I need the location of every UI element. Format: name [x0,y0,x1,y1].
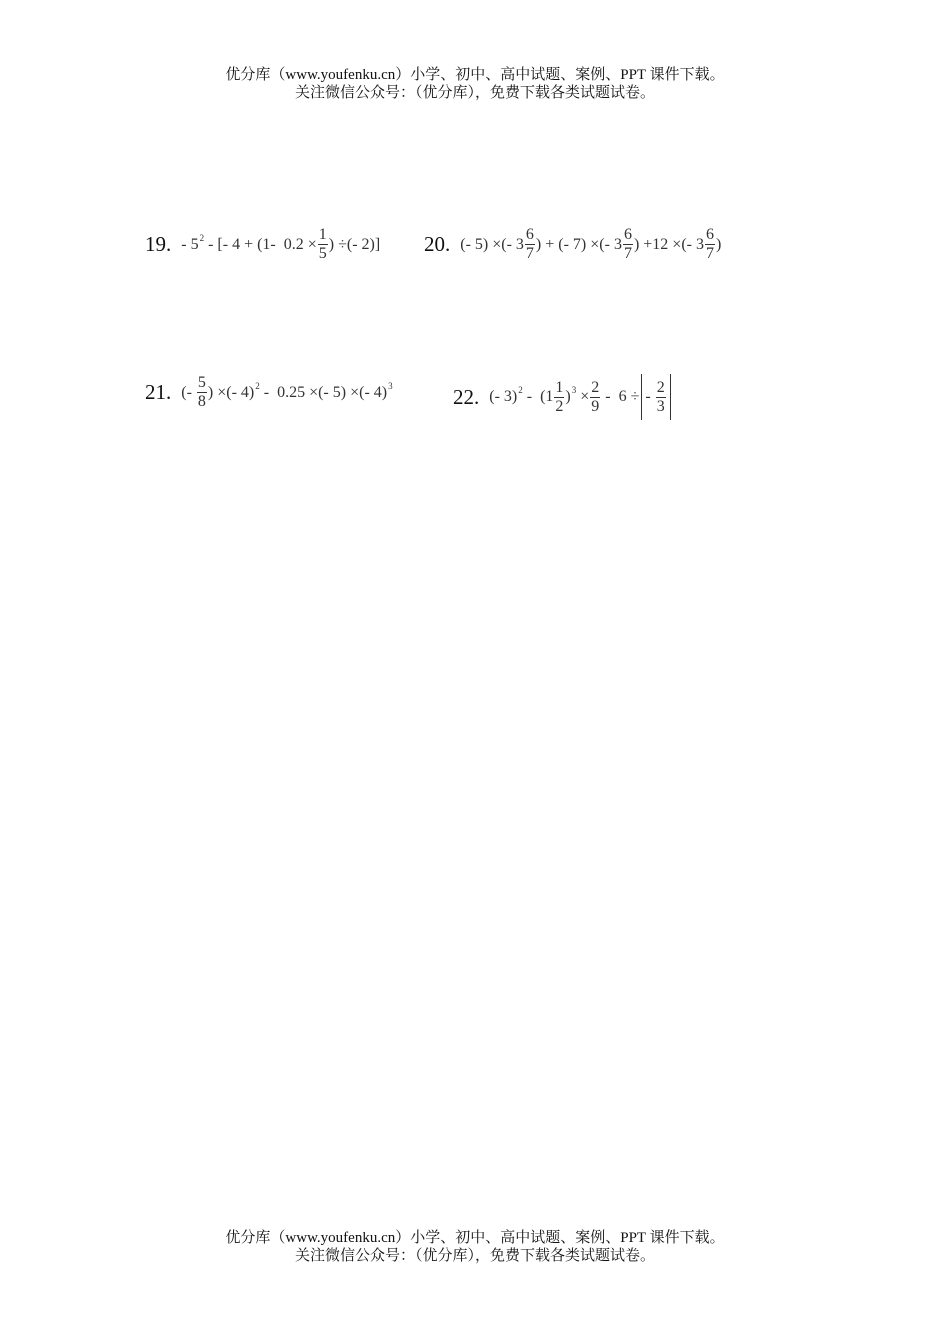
expr-text: ) ×(- 4) [207,383,255,401]
denominator: 7 [525,245,534,262]
expr-text: - [645,388,655,405]
denominator: 7 [705,245,714,262]
fraction [197,374,207,411]
expr-text: - 5 [181,235,199,253]
expr-text: - [- 4 + (1- 0.2 × [204,235,317,253]
expr-text: × [576,388,590,405]
denominator: 3 [656,397,665,415]
expr-text: - (1 [522,388,554,405]
expr-text: (- [181,383,196,401]
problem-number: 19. [145,232,172,256]
header-line-1: 优分库（www.youfenku.cn）小学、初中、高中试题、案例、PPT 课件下载。 [225,67,725,83]
expr-text: ) ÷(- 2)] [328,235,381,253]
expr-text: ) [715,235,722,253]
absolute-value [641,374,670,420]
fraction [623,226,633,263]
fraction [656,379,666,416]
numerator: 2 [656,378,665,396]
problem-19 [145,226,380,263]
denominator: 9 [591,397,600,415]
fraction [525,226,535,263]
numerator: 2 [591,378,600,396]
numerator: 1 [555,378,564,396]
expr-text: (- 5) ×(- 3 [460,235,524,253]
footer-line-1: 优分库（www.youfenku.cn）小学、初中、高中试题、案例、PPT 课件下载。 [225,1230,725,1246]
expr-text: (- 3) [489,388,518,405]
expression [460,226,721,263]
exponent: 3 [388,380,393,391]
denominator: 7 [623,245,632,262]
fraction [705,226,715,263]
problem-number: 21. [145,380,172,404]
page-footer [0,1229,950,1265]
expression [181,374,392,411]
denominator: 2 [555,397,564,415]
fraction [318,226,328,263]
header-line-2: 关注微信公众号：（优分库），免费下载各类试题试卷。 [294,85,655,101]
page-header [0,66,950,102]
exponent: 2 [255,380,260,391]
problem-number: 22. [453,384,480,409]
expr-text: - 0.25 ×(- 5) ×(- 4) [259,383,388,401]
problem-20 [424,226,721,263]
problem-21 [145,374,393,411]
denominator: 8 [197,393,206,410]
numerator: 6 [525,226,534,243]
exponent: 2 [518,385,523,395]
expr-text: ) + (- 7) ×(- 3 [535,235,622,253]
exponent: 3 [571,385,577,395]
denominator: 5 [318,245,327,262]
expression [489,374,670,420]
expression [181,226,380,263]
fraction [590,379,600,416]
problem-22 [453,374,671,420]
numerator: 5 [197,374,206,391]
problem-number: 20. [424,232,451,256]
numerator: 1 [318,226,327,243]
expr-text: ) +12 ×(- 3 [633,235,704,253]
numerator: 6 [705,226,714,243]
footer-line-2: 关注微信公众号：（优分库），免费下载各类试题试卷。 [294,1248,655,1264]
expr-text: ) [565,388,571,405]
exponent: 2 [199,232,205,243]
expr-text: - 6 ÷ [601,388,640,405]
numerator: 6 [623,226,632,243]
fraction [554,379,564,416]
